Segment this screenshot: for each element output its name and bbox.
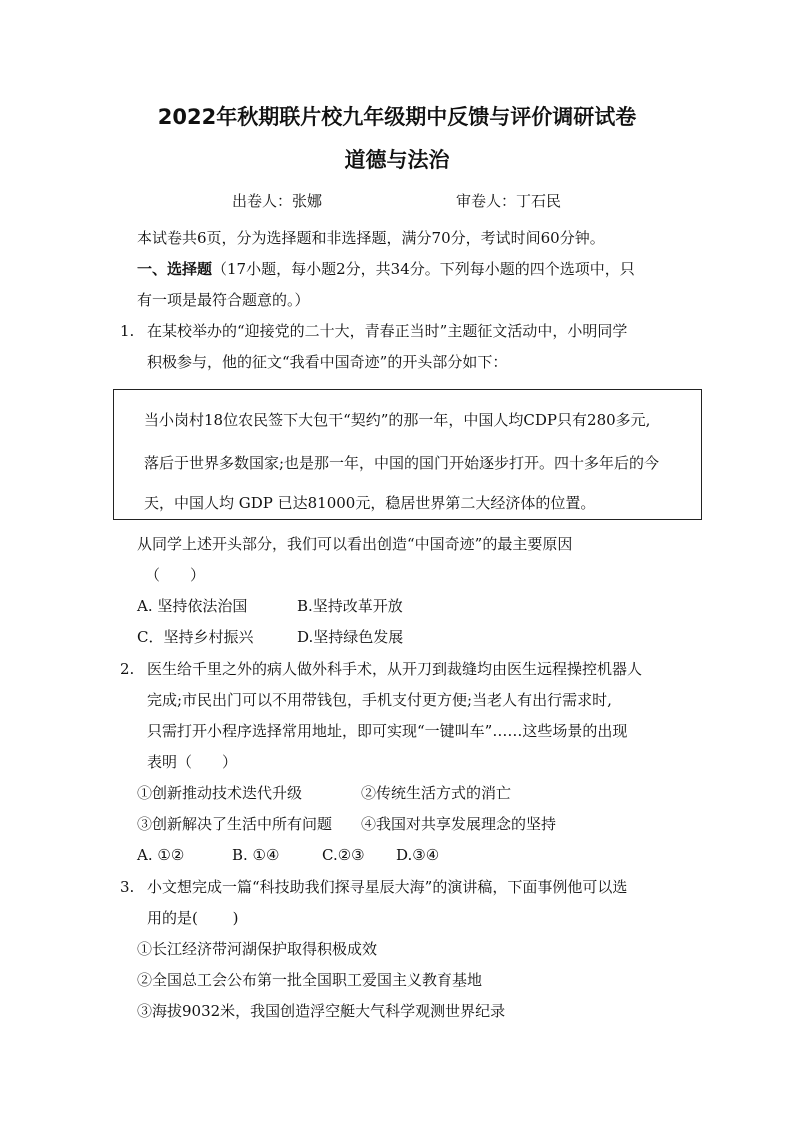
option-a: A. 坚持依法治国 [137,597,248,615]
option-d: D.③④ [396,846,440,864]
exam-note: 本试卷共6页，分为选择题和非选择题，满分70分，考试时间60分钟。 [137,229,605,247]
question-stem: 用的是( ) [147,909,239,927]
question-number: 1. [120,322,135,340]
question-stem: 积极参与，他的征文“我看中国奇迹”的开头部分如下： [147,353,508,371]
option-c: C．坚持乡村振兴 [137,628,254,646]
statement-item: ④我国对共享发展理念的坚持 [361,815,557,833]
question-number: 2. [120,660,135,678]
question-prompt: 从同学上述开头部分，我们可以看出创造“中国奇迹”的最主要原因 [137,535,573,553]
statement-item: ②全国总工会公布第一批全国职工爱国主义教育基地 [137,971,483,989]
reviewer-label: 审卷人：丁石民 [456,192,562,210]
question-stem: 表明（ ） [147,753,238,771]
option-b: B. ①④ [232,846,280,864]
material-text: 落后于世界多数国家;也是那一年，中国的国门开始逐步打开。四十多年后的今 [144,454,660,472]
option-d: D.坚持绿色发展 [297,628,404,646]
subject-title: 道德与法治 [344,148,450,172]
option-c: C.②③ [322,846,365,864]
material-text: 天，中国人均 GDP 已达81000元，稳居世界第二大经济体的位置。 [144,494,596,512]
section-desc: （17小题，每小题2分，共34分。下列每小题的四个选项中，只 [212,260,635,278]
answer-blank: （ ） [145,566,206,584]
question-stem: 在某校举办的“迎接党的二十大，青春正当时”主题征文活动中，小明同学 [147,322,628,340]
option-b: B.坚持改革开放 [297,597,403,615]
material-text: 当小岗村18位农民签下大包干“契约”的那一年，中国人均CDP只有280多元, [144,411,651,429]
question-stem: 完成;市民出门可以不用带钱包，手机支付更方便;当老人有出行需求时, [147,691,612,709]
section-desc-continued: 有一项是最符合题意的。） [137,291,310,309]
statement-item: ①长江经济带河湖保护取得积极成效 [137,940,378,958]
statement-item: ③创新解决了生活中所有问题 [137,815,333,833]
section-title: 一、选择题 [137,260,213,278]
statement-item: ①创新推动技术迭代升级 [137,784,303,802]
statement-item: ②传统生活方式的消亡 [361,784,512,802]
section-heading [137,259,635,279]
option-a: A. ①② [137,846,185,864]
question-stem: 只需打开小程序选择常用地址，即可实现“一键叫车”……这些场景的出现 [147,722,628,740]
exam-title: 2022年秋期联片校九年级期中反馈与评价调研试卷 [157,105,637,129]
question-number: 3. [120,878,135,896]
material-box [113,389,702,520]
author-label: 出卷人：张娜 [232,192,323,210]
statement-item: ③海拔9032米，我国创造浮空艇大气科学观测世界纪录 [137,1002,506,1020]
question-stem: 小文想完成一篇“科技助我们探寻星辰大海”的演讲稿，下面事例他可以选 [147,878,628,896]
question-stem: 医生给千里之外的病人做外科手术，从开刀到裁缝均由医生远程操控机器人 [147,660,643,678]
